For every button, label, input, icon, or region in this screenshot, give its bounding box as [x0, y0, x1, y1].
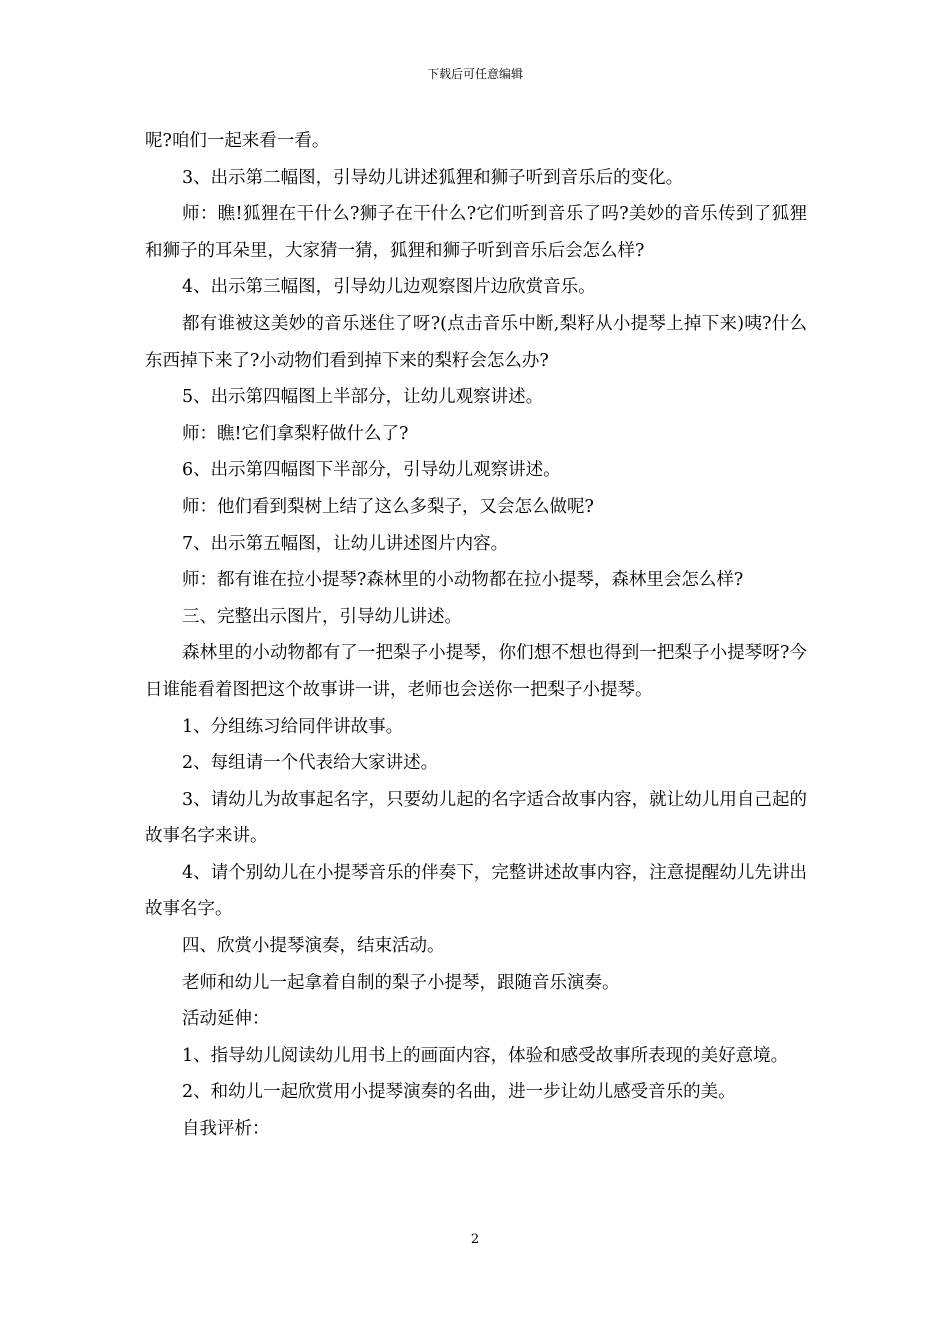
paragraph: 5、出示第四幅图上半部分，让幼儿观察讲述。: [182, 387, 544, 408]
paragraph: 1、指导幼儿阅读幼儿用书上的画面内容，体验和感受故事所表现的美好意境。: [182, 1045, 789, 1066]
paragraph: 老师和幼儿一起拿着自制的梨子小提琴，跟随音乐演奏。: [182, 972, 620, 993]
paragraph: 3、出示第二幅图，引导幼儿讲述狐狸和狮子听到音乐后的变化。: [182, 167, 684, 188]
paragraph: 师：瞧!狐狸在干什么?狮子在干什么?它们听到音乐了吗?美妙的音乐传到了狐狸和狮子的耳朵里，大家猜一猜，狐狸和狮子听到音乐后会怎么样?: [145, 204, 807, 261]
page-header: 下载后可任意编辑: [426, 67, 523, 81]
paragraph: 3、请幼儿为故事起名字，只要幼儿起的名字适合故事内容，就让幼儿用自己起的故事名字来讲。: [145, 789, 807, 847]
paragraph: 师：瞧!它们拿梨籽做什么了?: [182, 423, 409, 444]
section-heading: 自我评析：: [182, 1119, 270, 1140]
paragraph: 师：他们看到梨树上结了这么多梨子，又会怎么做呢?: [182, 496, 594, 517]
document-body: [145, 123, 807, 1148]
paragraph: 2、和幼儿一起欣赏用小提琴演奏的名曲，进一步让幼儿感受音乐的美。: [182, 1082, 736, 1103]
section-heading: 活动延伸：: [182, 1009, 270, 1030]
paragraph: 1、分组练习给同伴讲故事。: [182, 716, 404, 737]
section-heading: 三、完整出示图片，引导幼儿讲述。: [182, 606, 462, 627]
section-heading: 四、欣赏小提琴演奏，结束活动。: [182, 936, 445, 957]
paragraph: 4、请个别幼儿在小提琴音乐的伴奏下，完整讲述故事内容，注意提醒幼儿先讲出故事名字。: [145, 862, 807, 920]
paragraph: 师：都有谁在拉小提琴?森林里的小动物都在拉小提琴，森林里会怎么样?: [182, 570, 744, 591]
paragraph: 都有谁被这美妙的音乐迷住了呀?(点击音乐中断,梨籽从小提琴上掉下来)咦?什么东西掉下来了?小动物们看到掉下来的梨籽会怎么办?: [145, 313, 807, 371]
paragraph: 6、出示第四幅图下半部分，引导幼儿观察讲述。: [182, 460, 561, 481]
paragraph: 7、出示第五幅图，让幼儿讲述图片内容。: [182, 533, 509, 554]
paragraph: 呢?咱们一起来看一看。: [145, 131, 330, 151]
paragraph: 森林里的小动物都有了一把梨子小提琴，你们想不想也得到一把梨子小提琴呀?今日谁能看着图把这个故事讲一讲，老师也会送你一把梨子小提琴。: [145, 643, 807, 700]
paragraph: 2、每组请一个代表给大家讲述。: [182, 753, 439, 774]
paragraph: 4、出示第三幅图，引导幼儿边观察图片边欣赏音乐。: [182, 277, 596, 298]
page-number: 2: [470, 1232, 480, 1247]
